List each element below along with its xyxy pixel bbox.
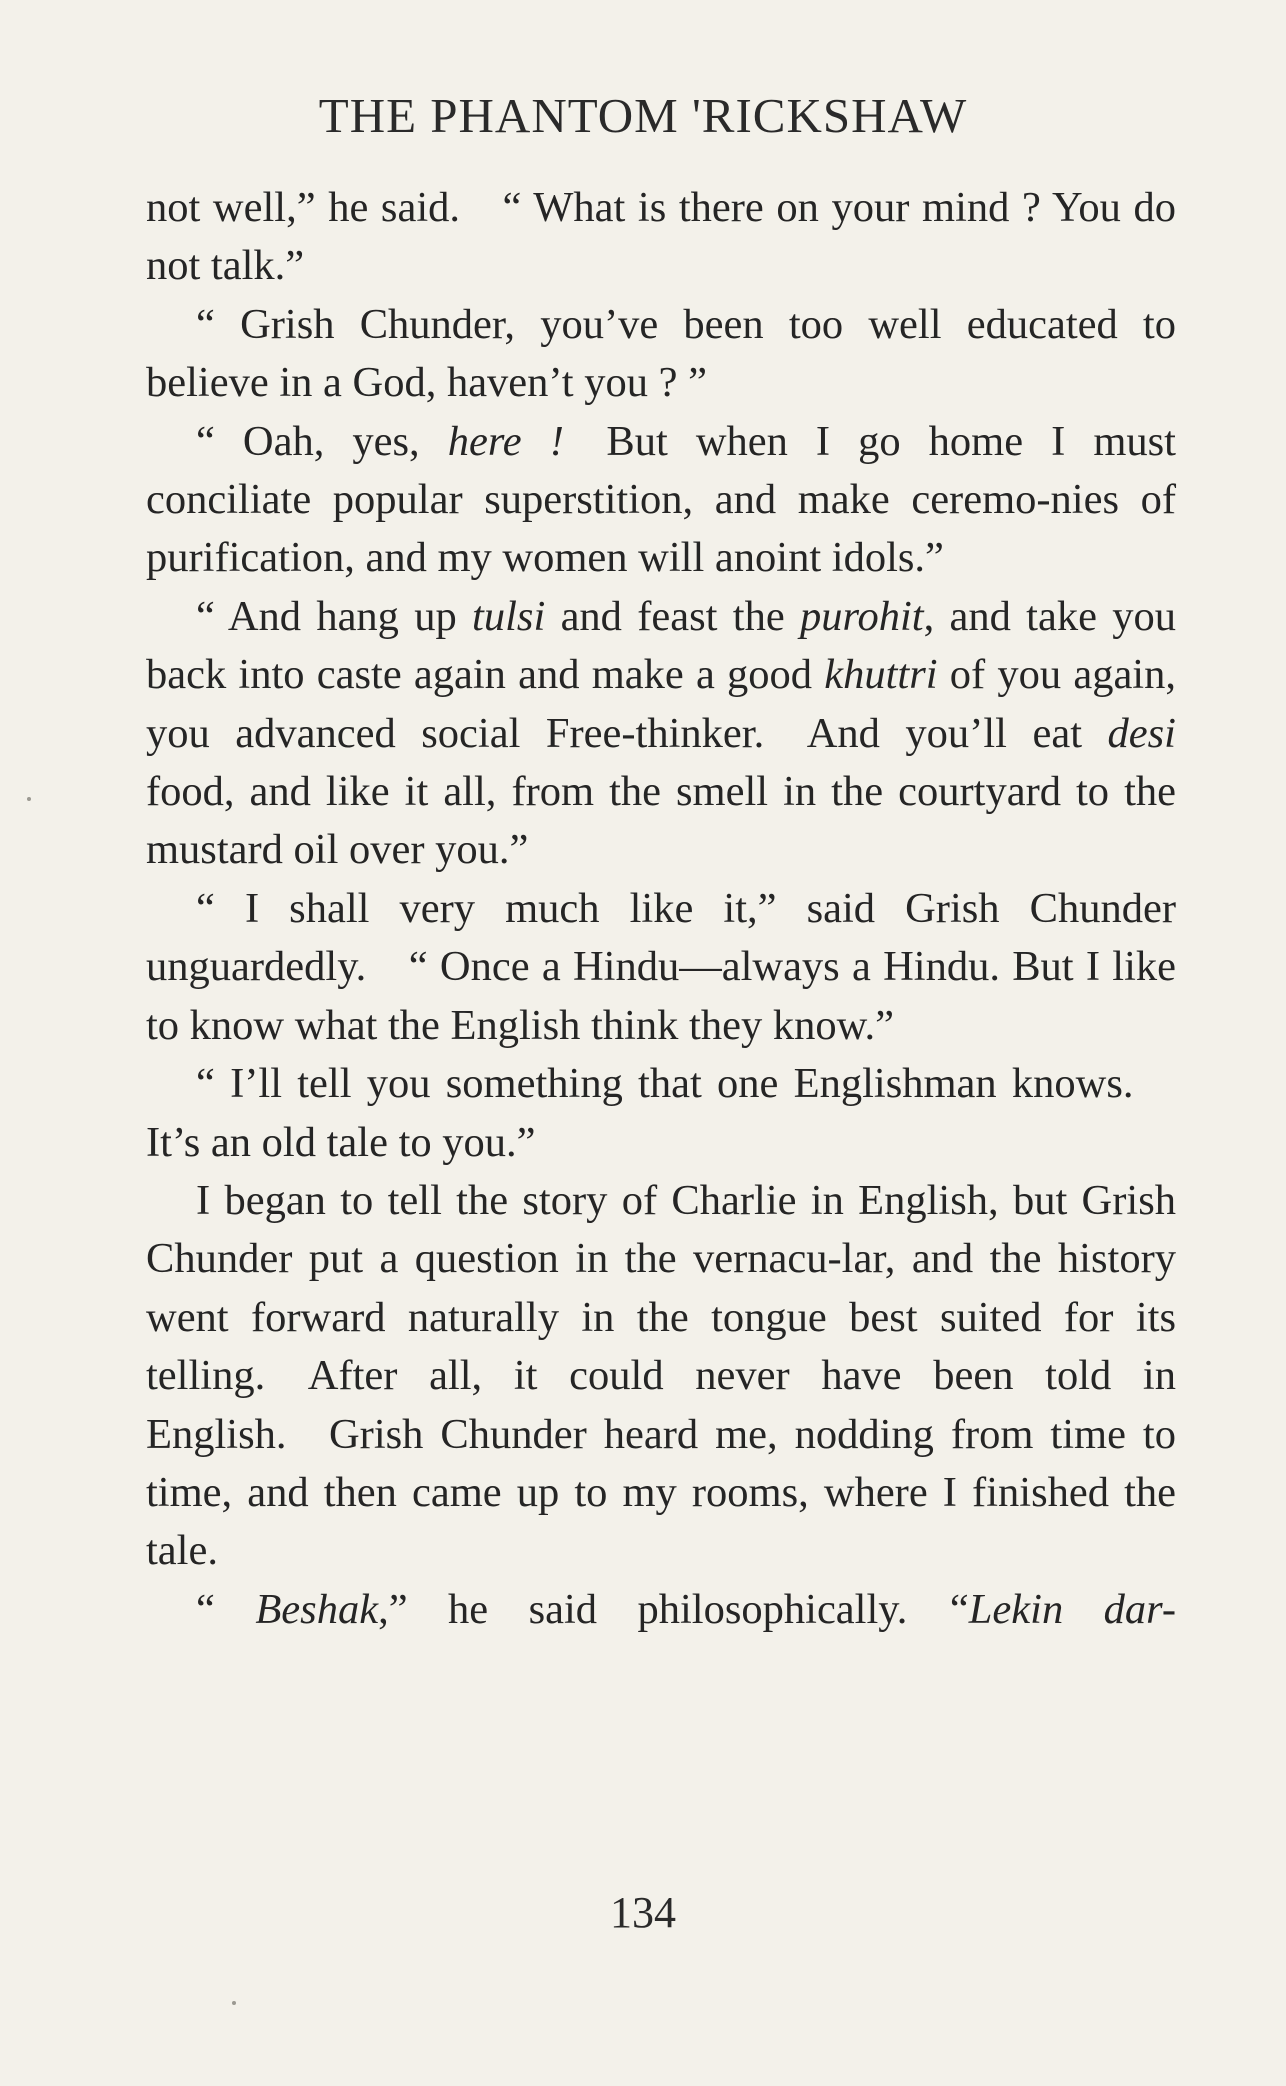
- italic-text: Beshak: [255, 1585, 379, 1633]
- text-run: “ Oah, yes,: [196, 417, 448, 465]
- running-head: THE PHANTOM 'RICKSHAW: [318, 88, 968, 143]
- paper-speck: [232, 2001, 236, 2005]
- paragraph: [146, 1581, 1176, 1639]
- text-run: “ I’ll tell you something that one Englishman knows. It’s an old tale to you.”: [146, 1060, 1176, 1166]
- text-run: “ I shall very much like it,” said Grish Chunder unguardedly. “ Once a Hindu—always a Hindu. But I like to know what the English think they know.”: [146, 884, 1176, 1049]
- text-run: But when I go home I must conciliate popular superstition, and make ceremo-nies of purification, and my women will anoint idols.”: [146, 417, 1176, 582]
- text-run: “ And hang up: [196, 592, 473, 640]
- paragraph: [146, 296, 1176, 413]
- italic-text: Lekin dar-: [968, 1585, 1176, 1633]
- italic-text: desi: [1107, 709, 1176, 757]
- paragraph: [146, 1172, 1176, 1581]
- italic-text: khuttri: [824, 651, 938, 699]
- page-number: 134: [610, 1888, 676, 1937]
- italic-text: here !: [447, 417, 564, 465]
- paragraph: [146, 179, 1176, 296]
- paragraph: [146, 413, 1176, 588]
- body-text: [146, 179, 1176, 1639]
- paper-speck: [27, 797, 31, 801]
- paragraph: [146, 1055, 1176, 1172]
- text-run: “ Grish Chunder, you’ve been too well educated to believe in a God, haven’t you ? ”: [146, 300, 1176, 407]
- text-run: not well,” he said. “ What is there on your mind ? You do not talk.”: [146, 184, 1176, 290]
- italic-text: tulsi: [472, 592, 546, 640]
- text-run: I began to tell the story of Charlie in English, but Grish Chunder put a question in the vernacu-lar, and the history went forward naturally in the tongue best suited for its telling. After all, it could never have been told in English. Grish Chunder heard me, nodding from time to time, and then came up to my rooms, where I finished the tale.: [146, 1176, 1176, 1575]
- text-run: “: [196, 1585, 256, 1633]
- text-run: of you again, you advanced social Free-thinker. And you’ll eat: [146, 651, 1176, 757]
- text-run: food, and like it all, from the smell in the courtyard to the mustard oil over you.”: [146, 768, 1176, 874]
- paragraph: [146, 880, 1176, 1055]
- text-run: and feast the: [545, 592, 800, 640]
- italic-text: purohit: [800, 592, 924, 640]
- text-run: , and take you back into caste again and make a good: [146, 592, 1177, 699]
- paragraph: [146, 588, 1176, 880]
- text-run: ,” he said philosophically. “: [378, 1585, 969, 1633]
